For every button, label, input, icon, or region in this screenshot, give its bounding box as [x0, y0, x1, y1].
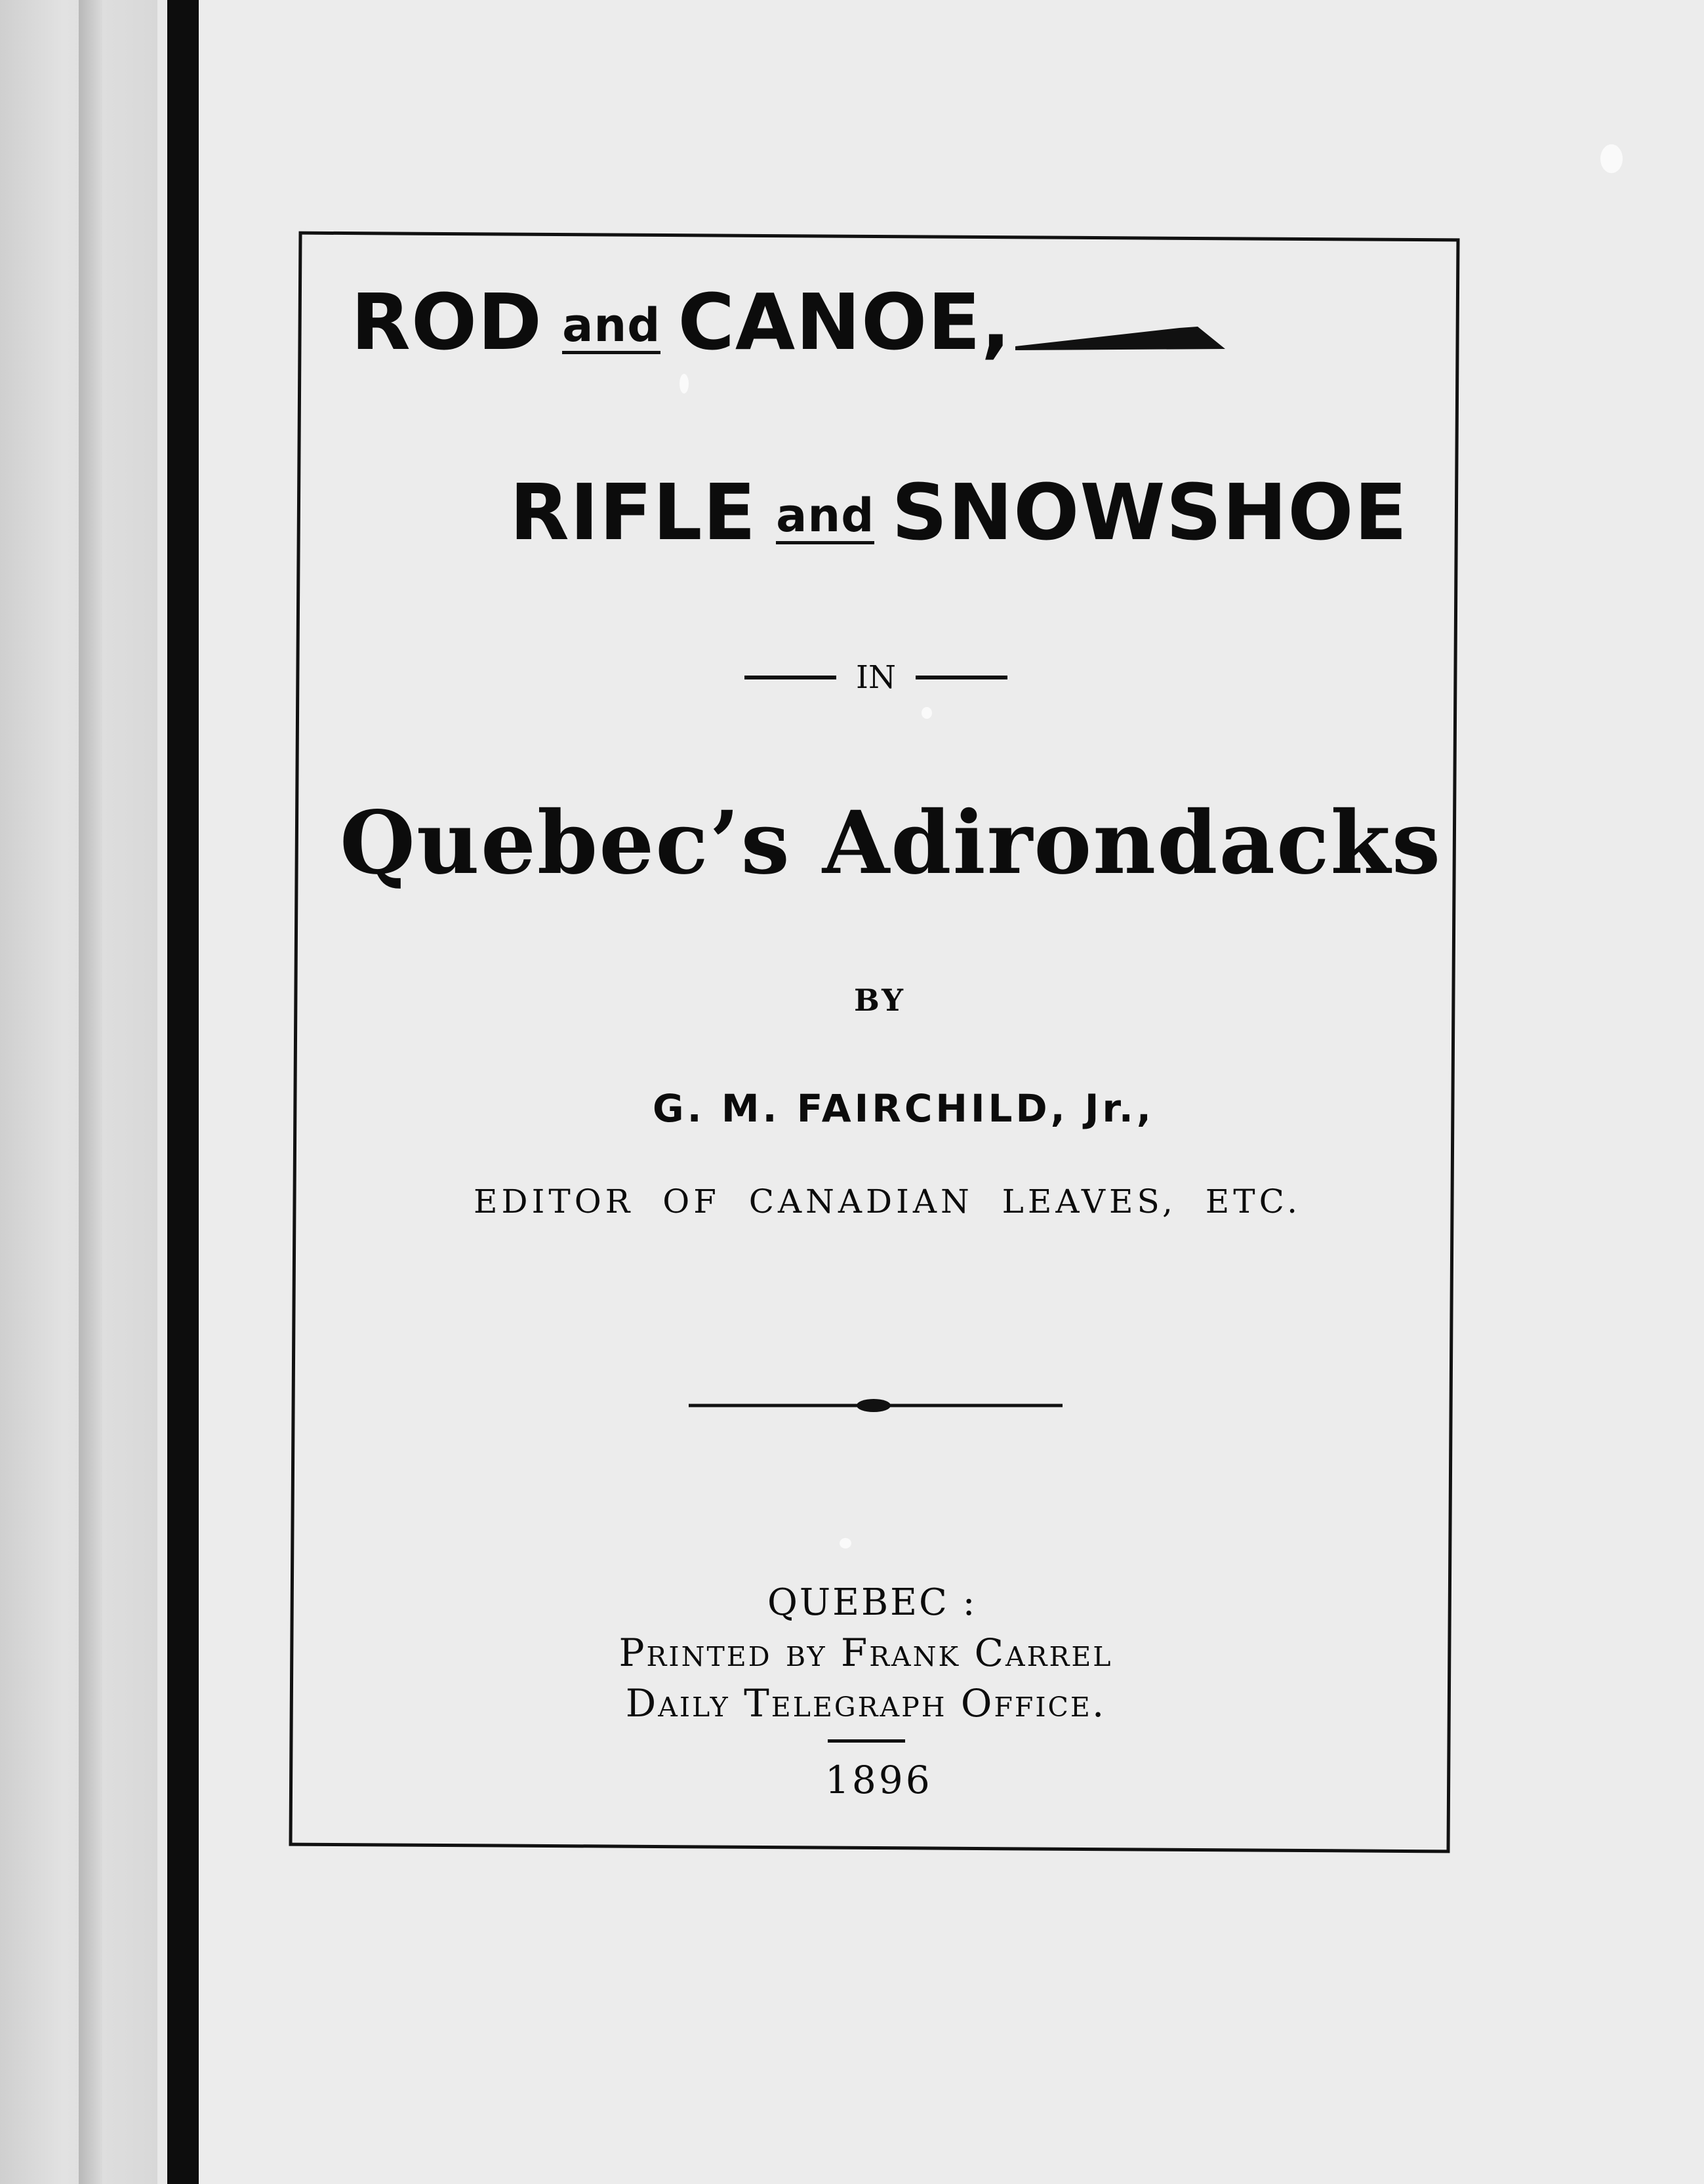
- scan-speck: [1600, 144, 1623, 173]
- canoe-ornament: [1015, 323, 1225, 353]
- main-title: Quebec’s Adirondacks: [340, 792, 1442, 894]
- title-connector-line: [744, 659, 1007, 696]
- scan-speck: [840, 1538, 851, 1548]
- connector-rule-right: [916, 676, 1007, 679]
- book-spine-edge: [167, 0, 199, 2184]
- connector-rule-left: [744, 676, 836, 679]
- title-word-canoe: CANOE,: [678, 277, 1011, 367]
- title-word-rod: ROD: [351, 277, 543, 367]
- imprint-place: QUEBEC :: [767, 1581, 977, 1624]
- scan-spine-shadow: [79, 0, 102, 2184]
- ornamental-divider: [689, 1396, 1063, 1415]
- byline-by: BY: [854, 982, 906, 1018]
- scan-speck: [922, 707, 932, 719]
- imprint-rule: [828, 1739, 905, 1743]
- title-conjunction-and-2: and: [776, 493, 874, 544]
- imprint-office: Daily Telegraph Office.: [625, 1681, 1106, 1726]
- title-word-snowshoe: SNOWSHOE: [891, 467, 1408, 557]
- title-word-rifle: RIFLE: [510, 467, 757, 557]
- author-title: EDITOR OF CANADIAN LEAVES, ETC.: [474, 1183, 1302, 1221]
- publication-year: 1896: [825, 1758, 933, 1802]
- scan-speck: [680, 374, 689, 394]
- title-line-rifle-snowshoe: [510, 467, 1408, 557]
- author-name: G. M. FAIRCHILD, Jr.,: [653, 1086, 1154, 1131]
- title-line-rod-canoe: [351, 277, 1225, 367]
- title-conjunction-and-1: and: [562, 302, 660, 354]
- title-connector-in: IN: [856, 659, 896, 696]
- imprint-printer: Printed by Frank Carrel: [619, 1630, 1113, 1675]
